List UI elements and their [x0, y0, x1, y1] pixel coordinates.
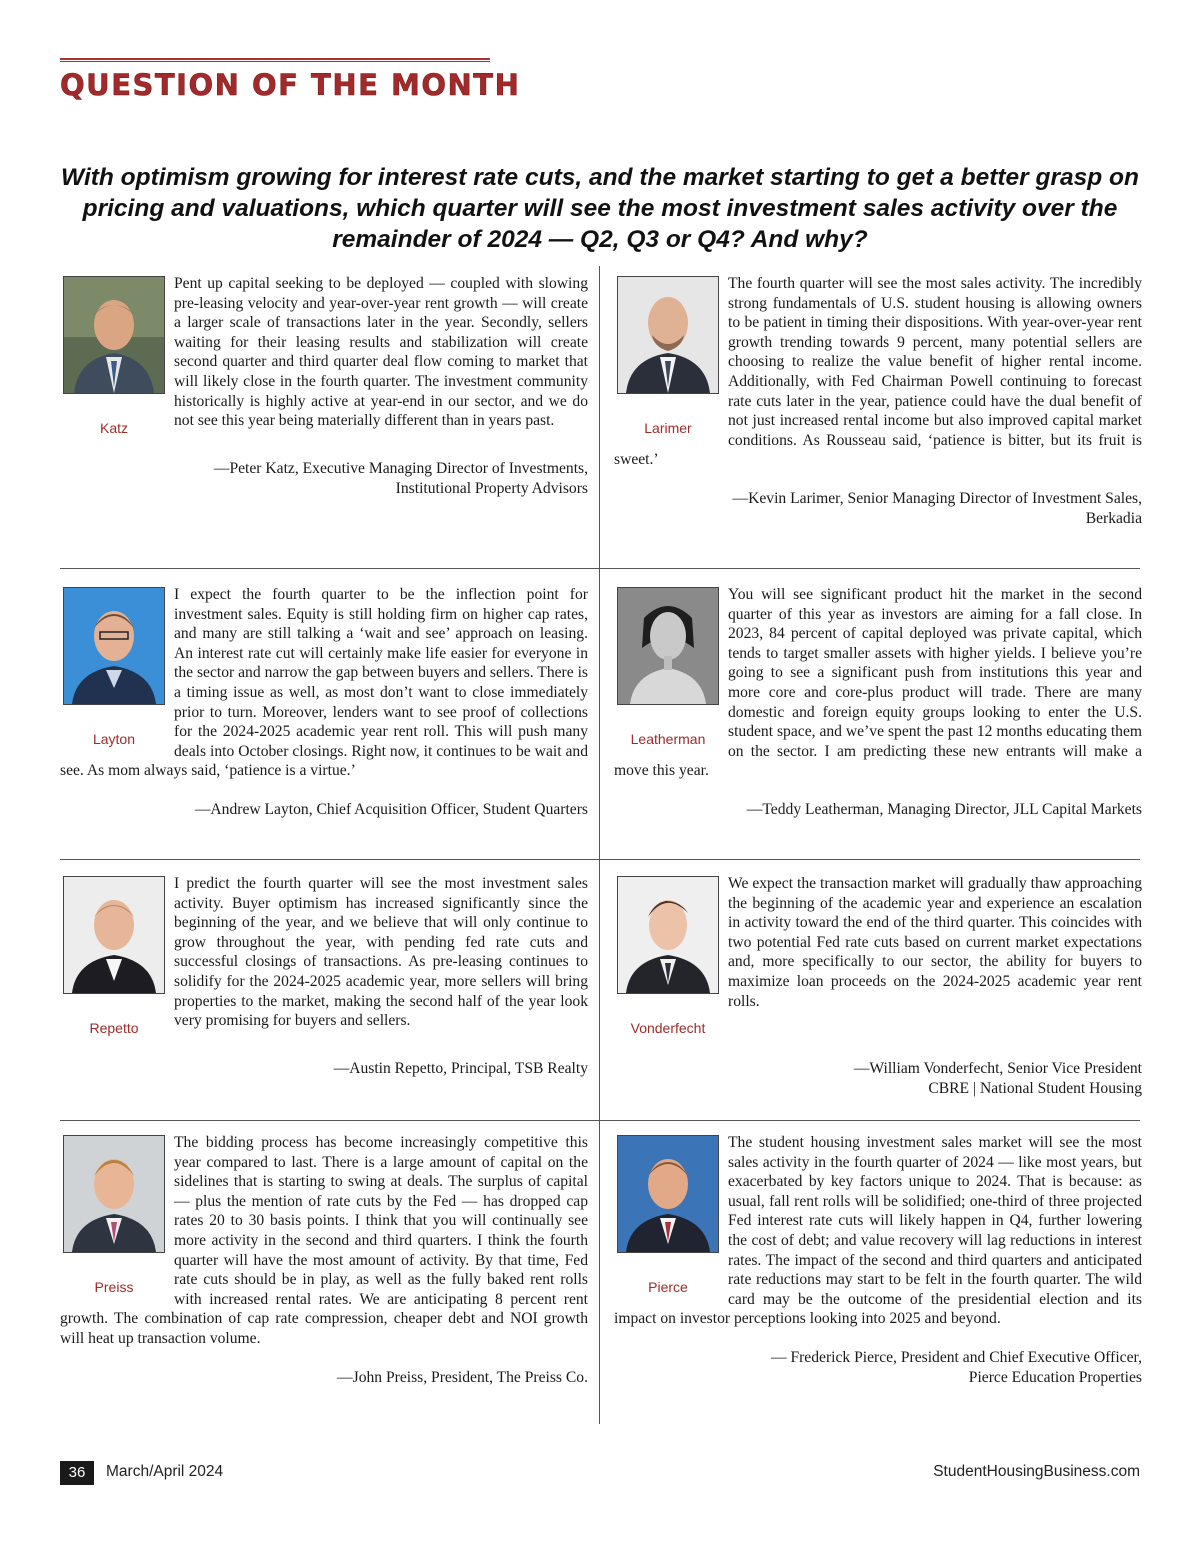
attribution: [60, 781, 588, 820]
portrait-image: [63, 276, 165, 394]
person-label: Larimer: [644, 420, 692, 436]
person-label: Leatherman: [630, 731, 706, 747]
row-divider: [60, 568, 1140, 569]
attribution-line: —Austin Repetto, Principal, TSB Realty: [333, 1060, 588, 1077]
portrait-image: [63, 876, 165, 994]
headshot: [614, 587, 722, 747]
header-rule: [60, 58, 490, 62]
person-label: Repetto: [89, 1020, 139, 1036]
response-entry: [60, 274, 588, 498]
response-text: The bidding process has become increasingly competitive this year compared to last. There is a large amount of capital on the sidelines that is starting to swing at deals. The surplus of capital — plus the mention of rate cuts by the Fed — has dropped cap rates 20 to 30 basis points. I think that you will continually see more activity in the second and third quarters. I think the fourth quarter will have the most amount of activity. By that time, Fed rate cuts should be in play, as well as the fully baked rent rolls with increased rental rates. We are anticipating 8 percent rent growth. The combination of cap rate compression, cheaper debt and NOI growth will heat up transaction volume.: [60, 1134, 588, 1347]
response-entry: [614, 1133, 1142, 1387]
person-label: Layton: [92, 731, 136, 747]
attribution: [60, 440, 588, 498]
headshot: [60, 876, 168, 1036]
portrait-image: [617, 876, 719, 994]
person-label: Pierce: [648, 1279, 688, 1295]
attribution-line: —William Vonderfecht, Senior Vice President: [853, 1060, 1142, 1077]
response-entry: [614, 874, 1142, 1098]
attribution-line: —Kevin Larimer, Senior Managing Director of Investment Sales,: [732, 489, 1142, 507]
attribution-line: —Peter Katz, Executive Managing Director of Investments,: [213, 460, 588, 477]
response-text: The student housing investment sales market will see the most sales activity in the fourth quarter of 2024 — like most years, but exacerbated by key factors unique to 2024. That is because: as usual, fall rent rolls will be solidified; one-third of three projected Fed interest rate cuts will likely happen in Q4, further lowering the cost of debt; and value recovery will lag reductions in interest rates. The impact of the second and third quarters and anticipated rate reductions may start to be felt in the fourth quarter. The wild card may be the outcome of the presidential election and its impact on investor perceptions looking into 2025 and beyond.: [614, 1134, 1142, 1328]
response-entry: [60, 874, 588, 1079]
response-entry: [60, 585, 588, 820]
question-heading: With optimism growing for interest rate cuts, and the market starting to get a better grasp on pricing and valuations, which quarter will see the most investment sales activity over the remainder of 2024 — Q2, Q3 or Q4? And why?: [61, 164, 1139, 253]
page-number: 36: [60, 1461, 94, 1485]
response-text: I predict the fourth quarter will see the most investment sales activity. Buyer optimism has increased significantly since the beginning of the year, and we believe that will only continue to grow throughout the year, with pending fed rate cuts and successful closings of transactions. As pre-leasing continues to solidify for the 2024-2025 academic year, more sellers will bring properties to the market, making the second half of the year look very promising for buyers and sellers.: [174, 875, 588, 1030]
section-title: QUESTION OF THE MONTH: [60, 68, 521, 102]
response-entry: [614, 274, 1142, 528]
attribution-line: Pierce Education Properties: [968, 1368, 1142, 1386]
portrait-image: [63, 1135, 165, 1253]
attribution-line: — Frederick Pierce, President and Chief Executive Officer,: [770, 1348, 1142, 1366]
attribution: [614, 781, 1142, 820]
response-text: The fourth quarter will see the most sales activity. The incredibly strong fundamentals of U.S. student housing is allowing owners to be patient in timing their dispositions. With year-over-year rent growth trending towards 9 percent, many potential sellers are choosing to realize the value benefit of higher rental income. Additionally, with Fed Chairman Powell continuing to forecast rate cuts later in the year, patience could have the dual benefit of not just increased rental income but also improved capital market conditions. As Rousseau said, ‘patience is bitter, but its fruit is sweet.’: [614, 275, 1142, 469]
headshot: [614, 276, 722, 436]
response-text: We expect the transaction market will gradually thaw approaching the beginning of the academic year and experience an escalation in activity toward the end of the third quarter. This coincides with two potential Fed rate cuts based on current market expectations and, more specifically to our sector, the ability for buyers to maximize loan proceeds on the 2024-2025 academic year rent rolls.: [728, 875, 1142, 1010]
attribution: [614, 1329, 1142, 1387]
issue-date: March/April 2024: [106, 1463, 224, 1480]
response-entry: [60, 1133, 588, 1387]
person-label: Vonderfecht: [630, 1020, 706, 1036]
person-label: Katz: [99, 420, 128, 436]
portrait-image: [617, 587, 719, 705]
attribution: [614, 470, 1142, 528]
row-divider: [60, 859, 1140, 860]
headshot: [614, 876, 722, 1036]
row-divider: [60, 1120, 1140, 1121]
attribution-line: —Andrew Layton, Chief Acquisition Officer, Student Quarters: [194, 800, 588, 818]
person-label: Preiss: [94, 1279, 134, 1295]
response-text: You will see significant product hit the market in the second quarter of this year as investors are aiming for a fall close. In 2023, 84 percent of capital deployed was private capital, which tends to target smaller assets with higher yields. I believe you’re going to see a significant push from institutions this year and more core and core-plus product will trade. There are many domestic and foreign equity groups looking to enter the U.S. student space, and we’ve spent the past 12 months educating them on the sector. I am predicting these new entrants will make a move this year.: [614, 586, 1142, 780]
page-footer: [60, 1461, 1140, 1485]
attribution-line: Institutional Property Advisors: [395, 479, 588, 497]
headshot: [60, 1135, 168, 1295]
attribution-line: —Teddy Leatherman, Managing Director, JLL Capital Markets: [746, 800, 1142, 818]
attribution-line: CBRE | National Student Housing: [928, 1079, 1142, 1097]
portrait-image: [617, 276, 719, 394]
attribution: [60, 1349, 588, 1388]
attribution-line: —John Preiss, President, The Preiss Co.: [337, 1368, 588, 1386]
column-divider: [599, 266, 600, 1424]
portrait-image: [63, 587, 165, 705]
response-text: I expect the fourth quarter to be the inflection point for investment sales. Equity is still holding firm on higher cap rates, and many are still talking a ‘wait and see’ approach on leasing. An interest rate cut will certainly make life easier for everyone in the sector and narrow the gap between buyers and sellers. There is a timing issue as well, as most don’t want to close immediately prior to turn. Moreover, lenders want to see proof of collections for the 2024-2025 academic year rent roll. This will push many deals into October closings. Right now, it continues to be wait and see. As mom always said, ‘patience is a virtue.’: [60, 586, 588, 780]
portrait-image: [617, 1135, 719, 1253]
attribution: [60, 1040, 588, 1079]
headshot: [60, 587, 168, 747]
response-text: Pent up capital seeking to be deployed — coupled with slowing pre-leasing velocity and year-over-year rent growth — will create a larger scale of transactions later in the year. Secondly, sellers waiting for their leasing results and stabilization will create second quarter and third quarter deal flow coming to market that will likely close in the fourth quarter. The investment community historically is highly active at year-end in our sector, and we do not see this year being materially different than in years past.: [174, 275, 588, 430]
headshot: [60, 276, 168, 436]
headshot: [614, 1135, 722, 1295]
website-link[interactable]: StudentHousingBusiness.com: [933, 1463, 1140, 1480]
attribution: [614, 1040, 1142, 1098]
attribution-line: Berkadia: [1085, 509, 1142, 527]
response-entry: [614, 585, 1142, 820]
